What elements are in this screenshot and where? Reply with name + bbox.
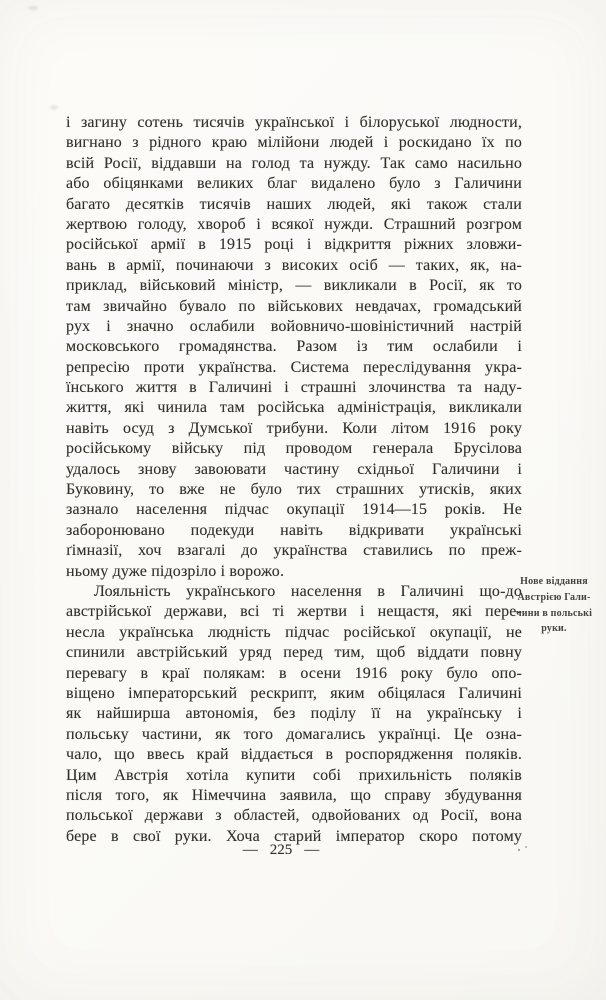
text-line: багато десятків тисячів наших людей, які також стали: [66, 195, 522, 213]
text-line: чало, що ввесь край віддається в роспорядження поляків.: [66, 746, 522, 764]
scan-speck: [518, 849, 520, 851]
text-line: Буковину, то вже не було тих страшних утисків, яких: [66, 481, 522, 499]
text-line: польської держави з областей, одвойованих од Росії, вона: [66, 807, 522, 825]
text-line: удалось знову завоювати частину східньої Галичини і: [66, 460, 522, 478]
text-line: заборонювано подекуди навіть відкривати українські: [66, 521, 522, 539]
text-line: російському війську під проводом генерала Брусілова: [66, 440, 522, 458]
footer-dash-left: —: [242, 842, 258, 858]
text-line: жертвою голоду, хвороб і всякої нужди. Страшний розгром: [66, 215, 522, 233]
scan-smudge: [50, 105, 58, 110]
text-line: життя, які чинила там російська адміністрація, викликали: [66, 399, 522, 417]
text-line: Лояльність українського населення в Галичині що-до: [94, 582, 522, 600]
text-line: бере в свої руки. Хоча старий імператор скоро потому: [66, 827, 522, 845]
text-line: як найширша автономія, без поділу її на українську і: [66, 705, 522, 723]
text-line: після того, як Німеччина заявила, що справу збудування: [66, 786, 522, 804]
text-line: приклад, військовий міністр, — викликали в Росії, як то: [66, 277, 522, 295]
text-line: вигнано з рідного краю мілійони людей і роскидано їх по: [66, 134, 522, 152]
margin-note-line: Австрією Гали-: [517, 591, 591, 603]
margin-note-line: руки.: [541, 623, 567, 635]
text-line: ньому дуже підозріло і ворожо.: [66, 562, 285, 580]
text-line: перевагу в краї полякам: в осени 1916 року було опо-: [66, 664, 522, 682]
text-line: віщено імператорський рескрипт, яким обіцялася Галичині: [66, 684, 522, 702]
text-line: навіть осуд з Думської трибуни. Коли літом 1916 року: [66, 419, 522, 437]
text-line: московського громадянства. Разом із тим ослабили і: [66, 338, 522, 356]
text-line: репресію проти українства. Система переслідування укра-: [66, 358, 522, 376]
margin-note: [508, 574, 600, 637]
text-line: зазнало населення підчас окупації 1914—15 років. Не: [66, 501, 522, 519]
text-line: або обіцянками великих благ видалено було з Галичини: [66, 175, 522, 193]
text-line: російської армії в 1915 році і відкриття ріжних зловжи-: [66, 236, 522, 254]
margin-note-line: Нове віддання: [520, 576, 588, 587]
text-line: рух і значно ослабили войовничо-шовіністичний настрій: [66, 317, 522, 335]
text-line: несла українська людність підчас російської окупації, не: [66, 623, 522, 641]
scan-smudge: [28, 6, 38, 10]
page-footer: [66, 842, 496, 859]
text-line: їнського життя в Галичині і страшні злочинства та наду-: [66, 379, 522, 397]
text-line: всій Росії, віддавши на голод та нужду. Так само насильно: [66, 154, 522, 172]
text-line: Цим Австрія хотіла купити собі прихильність поляків: [66, 766, 522, 784]
paragraph: [66, 113, 522, 582]
text-line: польську частини, як того домагались українці. Це озна-: [66, 725, 522, 743]
text-line: австрійської держави, всі ті жертви і нещастя, які пере-: [66, 603, 522, 621]
text-line: і загину сотень тисячів української і білоруської людности,: [66, 114, 522, 131]
page-number: 225: [269, 842, 293, 858]
scan-speck: [525, 846, 527, 848]
body-text: [66, 113, 522, 847]
text-line: вань в армії, починаючи з високих осіб — таких, як, на-: [66, 256, 522, 274]
text-line: ґімназії, хоч взагалі до українства ставились по преж-: [66, 542, 522, 560]
footer-dash-right: —: [304, 842, 320, 858]
text-line: спинили австрійський уряд перед тим, щоб віддати повну: [66, 644, 522, 662]
text-line: там звичайно бувало по військових невдачах, громадський: [66, 297, 522, 315]
margin-note-line: чини в польські: [515, 607, 593, 619]
paragraph: [66, 582, 522, 847]
